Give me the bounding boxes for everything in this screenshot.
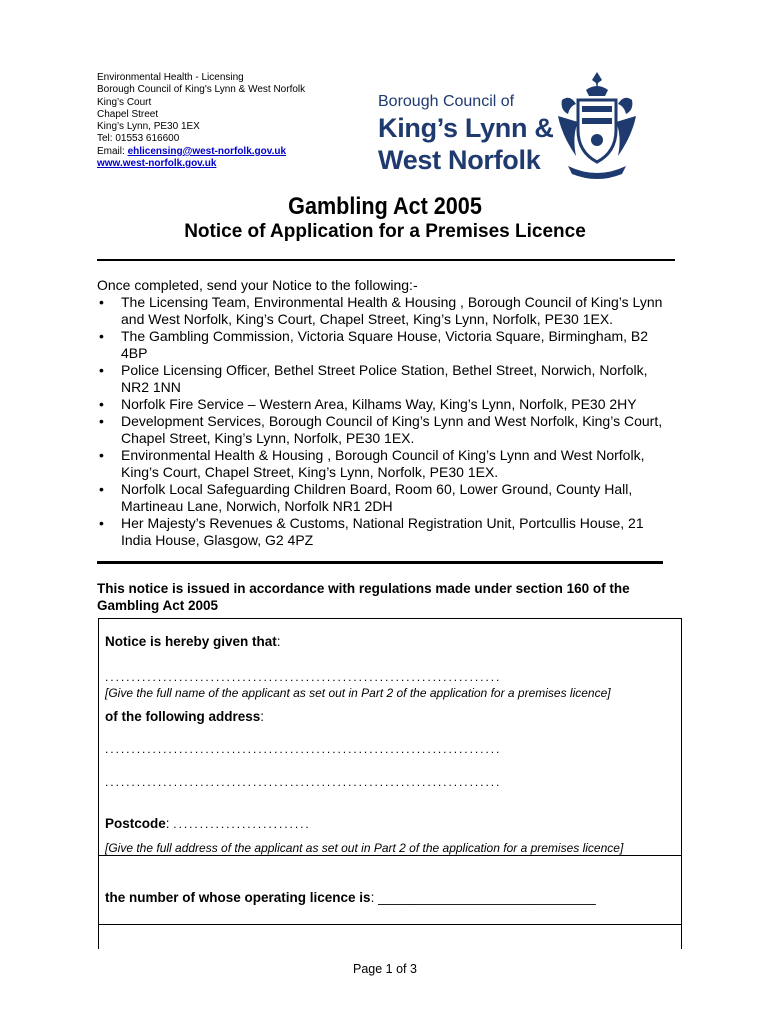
given-label-row: Notice is hereby given that: [105,634,281,649]
contact-town: King’s Lynn, PE30 1EX [97,121,200,133]
document-title: Gambling Act 2005 [288,193,482,220]
contact-building: King’s Court [97,96,152,108]
address-hint: [Give the full address of the applicant as set out in Part 2 of the application for a premises licence] [105,841,624,855]
instructions-divider [97,561,663,564]
logo-line-3: West Norfolk [378,145,541,175]
address-line-1-field[interactable]: ........................................................................... [105,742,502,756]
contact-council: Borough Council of King's Lynn & West Norfolk [97,84,306,96]
logo-line-2: King’s Lynn & [378,113,554,143]
recipient-item: • Her Majesty’s Revenues & Customs, National Registration Unit, Portcullis House, 21 India House, Glasgow, G2 4PZ [99,515,644,548]
address-label-row: of the following address: [105,709,265,724]
recipient-item: • Police Licensing Officer, Bethel Street Police Station, Bethel Street, Norwich, Norfolk, NR2 1NN [99,362,648,395]
form-separator [99,855,681,856]
licence-number-field[interactable]: _____________________________ [378,890,596,905]
postcode-field[interactable]: .......................... [173,817,311,831]
instructions-section [97,277,677,549]
contact-street: Chapel Street [97,108,159,120]
postcode-label: Postcode [105,816,166,831]
email-prefix: Email: [97,145,128,157]
logo-line-1: Borough Council of [378,93,515,110]
contact-phone: Tel: 01553 616600 [97,133,180,145]
contact-website-line [97,158,305,170]
recipient-item: • The Licensing Team, Environmental Health & Housing , Borough Council of King’s Lynn and West Norfolk, King’s Court, Chapel Street, King’s Lynn, Norfolk, PE30 1EX. [99,294,663,327]
document-subtitle: Notice of Application for a Premises Licence [184,221,586,242]
contact-department: Environmental Health - Licensing [97,72,244,83]
council-crest-icon [552,70,642,180]
applicant-name-field[interactable]: ........................................................................... [105,670,502,684]
instructions-intro: Once completed, send your Notice to the following:- [97,277,418,293]
postcode-row: Postcode: .......................... [105,816,311,831]
address-label: of the following address [105,709,261,724]
licence-label: the number of whose operating licence is [105,890,371,905]
recipient-item: • Environmental Health & Housing , Borough Council of King’s Lynn and West Norfolk, King’s Court, Chapel Street, King’s Lynn, Norfolk, PE30 1EX. [99,447,645,480]
page-number: Page 1 of 3 [353,962,417,976]
form-separator [99,924,681,925]
applicant-name-hint: [Give the full name of the applicant as set out in Part 2 of the application for a premises licence] [105,686,611,700]
council-logo-wordmark [378,92,554,176]
address-line-2-field[interactable]: ........................................................................... [105,775,502,789]
contact-email-line [97,146,305,158]
recipient-item: • Development Services, Borough Council of King’s Lynn and West Norfolk, King’s Court, Chapel Street, King’s Lynn, Norfolk, PE30 1EX. [99,413,663,446]
council-contact-block [97,72,305,170]
recipient-item: • The Gambling Commission, Victoria Square House, Victoria Square, Birmingham, B2 4BP [99,328,649,361]
website-link[interactable]: www.west-norfolk.gov.uk [97,158,217,170]
application-form [98,618,682,949]
given-label: Notice is hereby given that [105,634,277,649]
regulation-notice: This notice is issued in accordance with regulations made under section 160 of the Gambling Act 2005 [97,581,630,613]
recipient-item: • Norfolk Fire Service – Western Area, Kilhams Way, King’s Lynn, Norfolk, PE30 2HY [99,396,637,412]
licence-row: the number of whose operating licence is: _____________________________ [105,890,596,905]
recipient-item: • Norfolk Local Safeguarding Children Board, Room 60, Lower Ground, County Hall, Martineau Lane, Norwich, Norfolk NR1 2DH [99,481,633,514]
title-divider [97,259,675,261]
recipient-list [97,294,677,549]
email-link[interactable]: ehlicensing@west-norfolk.gov.uk [127,145,287,157]
